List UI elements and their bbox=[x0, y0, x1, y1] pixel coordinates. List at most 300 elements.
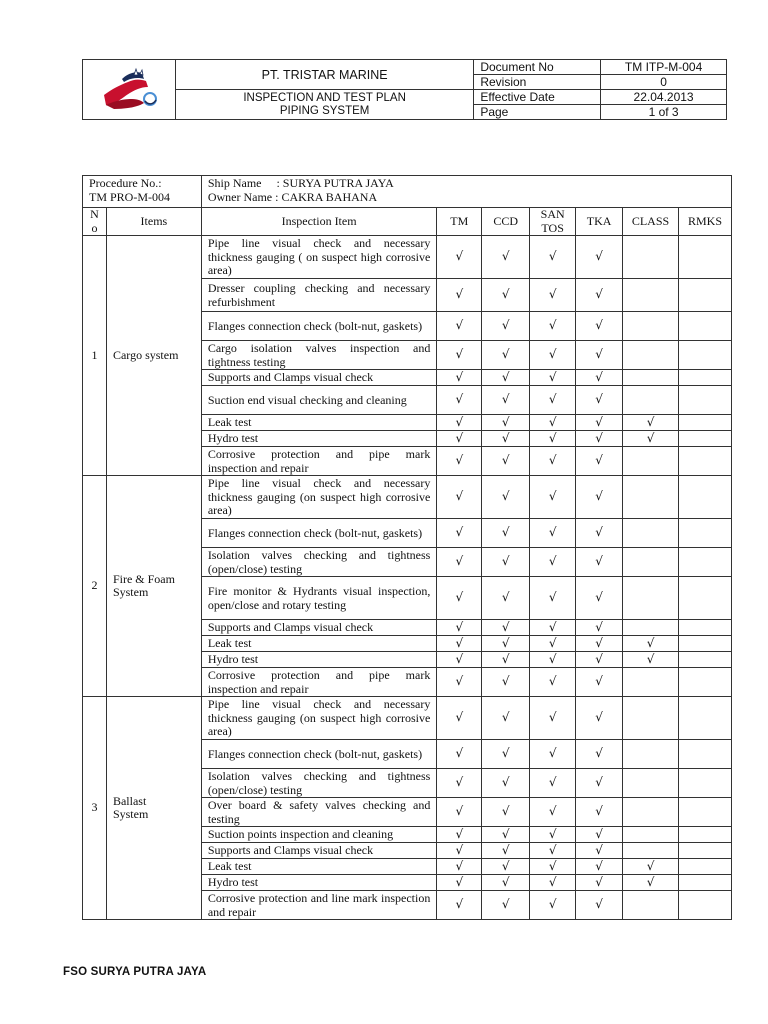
check-cell-class bbox=[623, 279, 679, 312]
inspection-item-text: Flanges connection check (bolt-nut, gaskets) bbox=[201, 519, 437, 548]
check-cell-class bbox=[623, 386, 679, 415]
check-mark-icon: √ bbox=[548, 897, 557, 912]
group-number: 3 bbox=[83, 697, 107, 920]
meta-value: 0 bbox=[601, 75, 727, 90]
check-cell-rmks bbox=[678, 875, 731, 891]
check-cell-tka bbox=[576, 875, 623, 891]
check-cell-class bbox=[623, 415, 679, 431]
check-mark-icon: √ bbox=[455, 804, 464, 819]
inspection-item-text: Over board & safety valves checking and testing bbox=[201, 798, 437, 827]
check-mark-icon: √ bbox=[501, 775, 510, 790]
check-mark-icon: √ bbox=[455, 430, 464, 445]
check-mark-icon: √ bbox=[501, 826, 510, 841]
check-mark-icon: √ bbox=[548, 590, 557, 605]
col-header-no bbox=[83, 208, 107, 236]
inspection-table bbox=[82, 175, 732, 920]
check-mark-icon: √ bbox=[455, 674, 464, 689]
check-mark-icon: √ bbox=[646, 651, 655, 666]
check-cell-ccd bbox=[482, 279, 530, 312]
check-cell-tka bbox=[576, 577, 623, 620]
check-mark-icon: √ bbox=[595, 635, 603, 650]
ship-logo-icon bbox=[98, 65, 160, 111]
check-cell-tm bbox=[437, 415, 482, 431]
check-mark-icon: √ bbox=[548, 746, 557, 761]
check-mark-icon: √ bbox=[595, 590, 603, 605]
inspection-item-text: Isolation valves checking and tightness (open/close) testing bbox=[201, 548, 437, 577]
check-mark-icon: √ bbox=[501, 369, 510, 384]
check-cell-ccd bbox=[482, 859, 530, 875]
check-cell-santos bbox=[530, 431, 576, 447]
check-cell-tka bbox=[576, 636, 623, 652]
check-mark-icon: √ bbox=[548, 858, 557, 873]
check-cell-rmks bbox=[678, 843, 731, 859]
check-cell-tka bbox=[576, 740, 623, 769]
check-cell-tm bbox=[437, 620, 482, 636]
check-mark-icon: √ bbox=[548, 453, 557, 468]
check-cell-tm bbox=[437, 236, 482, 279]
inspection-item-text: Pipe line visual check and necessary thickness gauging ( on suspect high corrosive area) bbox=[201, 236, 437, 279]
check-mark-icon: √ bbox=[595, 746, 603, 761]
check-cell-tka bbox=[576, 827, 623, 843]
check-cell-class bbox=[623, 827, 679, 843]
check-mark-icon: √ bbox=[455, 453, 464, 468]
title-line: INSPECTION AND TEST PLAN bbox=[243, 91, 406, 104]
check-cell-santos bbox=[530, 891, 576, 920]
check-mark-icon: √ bbox=[501, 619, 510, 634]
check-mark-icon: √ bbox=[548, 287, 557, 302]
check-mark-icon: √ bbox=[595, 858, 603, 873]
check-mark-icon: √ bbox=[455, 619, 464, 634]
col-header-santos-line: TOS bbox=[541, 220, 564, 235]
check-cell-rmks bbox=[678, 697, 731, 740]
group-item-line: System bbox=[112, 807, 149, 821]
inspection-item-text: Supports and Clamps visual check bbox=[201, 620, 437, 636]
check-mark-icon: √ bbox=[501, 635, 510, 650]
check-cell-class bbox=[623, 341, 679, 370]
check-cell-class bbox=[623, 577, 679, 620]
check-mark-icon: √ bbox=[646, 858, 655, 873]
check-cell-ccd bbox=[482, 668, 530, 697]
check-cell-tka bbox=[576, 431, 623, 447]
check-cell-tm bbox=[437, 386, 482, 415]
check-cell-class bbox=[623, 620, 679, 636]
check-cell-tka bbox=[576, 236, 623, 279]
col-header-class: CLASS bbox=[623, 208, 679, 236]
check-mark-icon: √ bbox=[548, 651, 557, 666]
check-mark-icon: √ bbox=[646, 874, 655, 889]
check-mark-icon: √ bbox=[548, 775, 557, 790]
check-mark-icon: √ bbox=[595, 318, 603, 333]
check-cell-rmks bbox=[678, 236, 731, 279]
check-mark-icon: √ bbox=[501, 347, 510, 362]
check-mark-icon: √ bbox=[455, 287, 464, 302]
check-cell-tm bbox=[437, 577, 482, 620]
check-cell-class bbox=[623, 891, 679, 920]
check-mark-icon: √ bbox=[595, 674, 603, 689]
check-mark-icon: √ bbox=[455, 249, 464, 264]
inspection-item-text: Corrosive protection and pipe mark inspection and repair bbox=[201, 668, 437, 697]
group-item-line: System bbox=[112, 585, 149, 599]
check-mark-icon: √ bbox=[548, 249, 557, 264]
col-header-inspection: Inspection Item bbox=[201, 208, 437, 236]
check-cell-class bbox=[623, 859, 679, 875]
check-cell-ccd bbox=[482, 447, 530, 476]
check-mark-icon: √ bbox=[595, 619, 603, 634]
check-cell-class bbox=[623, 668, 679, 697]
check-cell-tka bbox=[576, 519, 623, 548]
check-mark-icon: √ bbox=[501, 897, 510, 912]
check-mark-icon: √ bbox=[455, 318, 464, 333]
check-cell-tka bbox=[576, 769, 623, 798]
meta-label: Revision bbox=[474, 75, 601, 90]
check-cell-ccd bbox=[482, 652, 530, 668]
check-cell-class bbox=[623, 875, 679, 891]
check-mark-icon: √ bbox=[595, 525, 603, 540]
check-cell-tm bbox=[437, 341, 482, 370]
check-mark-icon: √ bbox=[595, 826, 603, 841]
check-cell-class bbox=[623, 447, 679, 476]
check-mark-icon: √ bbox=[548, 710, 557, 725]
inspection-item-text: Hydro test bbox=[201, 652, 437, 668]
check-cell-ccd bbox=[482, 476, 530, 519]
group-number: 2 bbox=[83, 476, 107, 697]
check-cell-santos bbox=[530, 859, 576, 875]
check-mark-icon: √ bbox=[455, 897, 464, 912]
check-mark-icon: √ bbox=[455, 392, 464, 407]
check-mark-icon: √ bbox=[548, 554, 557, 569]
inspection-item-text: Flanges connection check (bolt-nut, gaskets) bbox=[201, 740, 437, 769]
check-cell-rmks bbox=[678, 386, 731, 415]
check-mark-icon: √ bbox=[548, 842, 557, 857]
meta-value: 22.04.2013 bbox=[601, 90, 727, 105]
check-cell-santos bbox=[530, 476, 576, 519]
inspection-item-text: Flanges connection check (bolt-nut, gaskets) bbox=[201, 312, 437, 341]
check-mark-icon: √ bbox=[646, 414, 655, 429]
table-row bbox=[83, 697, 732, 740]
check-mark-icon: √ bbox=[548, 318, 557, 333]
group-item-name bbox=[106, 476, 201, 697]
check-cell-santos bbox=[530, 697, 576, 740]
check-mark-icon: √ bbox=[548, 525, 557, 540]
column-header-row bbox=[83, 208, 732, 236]
check-cell-ccd bbox=[482, 312, 530, 341]
check-mark-icon: √ bbox=[455, 525, 464, 540]
check-cell-rmks bbox=[678, 668, 731, 697]
check-mark-icon: √ bbox=[501, 392, 510, 407]
inspection-item-text: Isolation valves checking and tightness (open/close) testing bbox=[201, 769, 437, 798]
check-cell-class bbox=[623, 740, 679, 769]
check-mark-icon: √ bbox=[455, 826, 464, 841]
check-cell-ccd bbox=[482, 798, 530, 827]
check-cell-class bbox=[623, 312, 679, 341]
col-header-no-line: N bbox=[90, 207, 99, 221]
check-cell-santos bbox=[530, 447, 576, 476]
col-header-tm: TM bbox=[437, 208, 482, 236]
meta-label: Effective Date bbox=[474, 90, 601, 105]
check-mark-icon: √ bbox=[646, 635, 655, 650]
ship-name: Ship Name : SURYA PUTRA JAYA bbox=[207, 176, 394, 190]
check-cell-tm bbox=[437, 548, 482, 577]
check-cell-tka bbox=[576, 652, 623, 668]
inspection-item-text: Pipe line visual check and necessary thickness gauging (on suspect high corrosive area) bbox=[201, 476, 437, 519]
inspection-item-text: Corrosive protection and line mark inspection and repair bbox=[201, 891, 437, 920]
check-cell-rmks bbox=[678, 312, 731, 341]
check-mark-icon: √ bbox=[455, 369, 464, 384]
check-mark-icon: √ bbox=[548, 414, 557, 429]
check-cell-tka bbox=[576, 415, 623, 431]
ship-info bbox=[201, 176, 731, 208]
check-cell-rmks bbox=[678, 431, 731, 447]
check-mark-icon: √ bbox=[501, 858, 510, 873]
check-cell-rmks bbox=[678, 636, 731, 652]
check-cell-class bbox=[623, 798, 679, 827]
check-mark-icon: √ bbox=[501, 453, 510, 468]
check-mark-icon: √ bbox=[595, 453, 603, 468]
check-mark-icon: √ bbox=[548, 347, 557, 362]
check-mark-icon: √ bbox=[455, 590, 464, 605]
meta-value: 1 of 3 bbox=[601, 105, 727, 120]
procedure-number: TM PRO-M-004 bbox=[89, 189, 171, 204]
check-cell-ccd bbox=[482, 697, 530, 740]
check-mark-icon: √ bbox=[548, 430, 557, 445]
inspection-item-text: Supports and Clamps visual check bbox=[201, 370, 437, 386]
check-mark-icon: √ bbox=[595, 489, 603, 504]
inspection-item-text: Hydro test bbox=[201, 431, 437, 447]
check-mark-icon: √ bbox=[595, 804, 603, 819]
check-cell-santos bbox=[530, 386, 576, 415]
check-cell-class bbox=[623, 476, 679, 519]
check-cell-tm bbox=[437, 859, 482, 875]
check-cell-santos bbox=[530, 519, 576, 548]
check-cell-santos bbox=[530, 769, 576, 798]
check-cell-santos bbox=[530, 620, 576, 636]
check-cell-ccd bbox=[482, 341, 530, 370]
check-cell-tka bbox=[576, 620, 623, 636]
check-cell-santos bbox=[530, 668, 576, 697]
check-mark-icon: √ bbox=[501, 674, 510, 689]
check-cell-tka bbox=[576, 697, 623, 740]
check-mark-icon: √ bbox=[501, 430, 510, 445]
check-cell-santos bbox=[530, 279, 576, 312]
check-cell-tm bbox=[437, 697, 482, 740]
check-cell-rmks bbox=[678, 370, 731, 386]
check-mark-icon: √ bbox=[595, 710, 603, 725]
inspection-item-text: Suction end visual checking and cleaning bbox=[201, 386, 437, 415]
check-cell-ccd bbox=[482, 891, 530, 920]
check-cell-tka bbox=[576, 279, 623, 312]
check-mark-icon: √ bbox=[501, 318, 510, 333]
check-mark-icon: √ bbox=[595, 392, 603, 407]
check-cell-tm bbox=[437, 827, 482, 843]
company-logo bbox=[83, 60, 176, 120]
table-row bbox=[83, 476, 732, 519]
check-cell-tm bbox=[437, 370, 482, 386]
procedure-info bbox=[83, 176, 202, 208]
check-cell-rmks bbox=[678, 740, 731, 769]
check-mark-icon: √ bbox=[548, 635, 557, 650]
check-cell-santos bbox=[530, 236, 576, 279]
group-item-line: Fire & Foam bbox=[112, 571, 175, 586]
check-cell-rmks bbox=[678, 476, 731, 519]
check-mark-icon: √ bbox=[548, 489, 557, 504]
check-mark-icon: √ bbox=[548, 804, 557, 819]
check-cell-class bbox=[623, 652, 679, 668]
check-mark-icon: √ bbox=[455, 554, 464, 569]
inspection-item-text: Hydro test bbox=[201, 875, 437, 891]
check-cell-tka bbox=[576, 447, 623, 476]
check-cell-tm bbox=[437, 431, 482, 447]
check-cell-rmks bbox=[678, 577, 731, 620]
check-cell-ccd bbox=[482, 636, 530, 652]
check-cell-tka bbox=[576, 476, 623, 519]
check-cell-rmks bbox=[678, 341, 731, 370]
company-name: PT. TRISTAR MARINE bbox=[175, 60, 473, 90]
check-cell-rmks bbox=[678, 548, 731, 577]
check-mark-icon: √ bbox=[501, 590, 510, 605]
check-mark-icon: √ bbox=[646, 430, 655, 445]
check-cell-tka bbox=[576, 798, 623, 827]
group-item-line: Ballast bbox=[112, 793, 147, 808]
check-cell-ccd bbox=[482, 431, 530, 447]
group-item-name bbox=[106, 697, 201, 920]
check-cell-santos bbox=[530, 636, 576, 652]
check-cell-tka bbox=[576, 548, 623, 577]
group-number: 1 bbox=[83, 236, 107, 476]
check-mark-icon: √ bbox=[501, 651, 510, 666]
check-cell-santos bbox=[530, 548, 576, 577]
check-cell-class bbox=[623, 431, 679, 447]
check-mark-icon: √ bbox=[595, 249, 603, 264]
check-cell-class bbox=[623, 697, 679, 740]
check-cell-tka bbox=[576, 341, 623, 370]
owner-name: Owner Name : CAKRA BAHANA bbox=[207, 189, 378, 204]
check-mark-icon: √ bbox=[595, 414, 603, 429]
check-cell-tm bbox=[437, 843, 482, 859]
check-mark-icon: √ bbox=[548, 369, 557, 384]
check-cell-rmks bbox=[678, 415, 731, 431]
col-header-santos bbox=[530, 208, 576, 236]
group-item-line: Cargo system bbox=[112, 347, 179, 362]
check-cell-class bbox=[623, 636, 679, 652]
meta-label: Page bbox=[474, 105, 601, 120]
inspection-item-text: Leak test bbox=[201, 415, 437, 431]
check-cell-tm bbox=[437, 740, 482, 769]
inspection-item-text: Pipe line visual check and necessary thickness gauging (on suspect high corrosive area) bbox=[201, 697, 437, 740]
check-mark-icon: √ bbox=[595, 897, 603, 912]
check-cell-ccd bbox=[482, 620, 530, 636]
check-cell-santos bbox=[530, 875, 576, 891]
check-mark-icon: √ bbox=[501, 287, 510, 302]
check-mark-icon: √ bbox=[595, 430, 603, 445]
check-mark-icon: √ bbox=[548, 826, 557, 841]
check-mark-icon: √ bbox=[455, 746, 464, 761]
check-cell-santos bbox=[530, 577, 576, 620]
check-mark-icon: √ bbox=[548, 674, 557, 689]
group-item-name bbox=[106, 236, 201, 476]
inspection-item-text: Leak test bbox=[201, 636, 437, 652]
check-cell-tm bbox=[437, 652, 482, 668]
check-mark-icon: √ bbox=[548, 392, 557, 407]
check-cell-rmks bbox=[678, 652, 731, 668]
check-mark-icon: √ bbox=[501, 489, 510, 504]
table-row bbox=[83, 236, 732, 279]
check-cell-ccd bbox=[482, 875, 530, 891]
meta-label: Document No bbox=[474, 60, 601, 75]
check-cell-class bbox=[623, 548, 679, 577]
title-line: PIPING SYSTEM bbox=[279, 104, 370, 117]
check-cell-rmks bbox=[678, 447, 731, 476]
check-mark-icon: √ bbox=[455, 489, 464, 504]
check-cell-rmks bbox=[678, 859, 731, 875]
check-cell-tm bbox=[437, 447, 482, 476]
check-mark-icon: √ bbox=[455, 651, 464, 666]
check-cell-santos bbox=[530, 827, 576, 843]
check-cell-ccd bbox=[482, 386, 530, 415]
check-cell-ccd bbox=[482, 827, 530, 843]
check-cell-rmks bbox=[678, 620, 731, 636]
check-mark-icon: √ bbox=[501, 710, 510, 725]
check-mark-icon: √ bbox=[595, 874, 603, 889]
check-mark-icon: √ bbox=[501, 746, 510, 761]
check-cell-ccd bbox=[482, 769, 530, 798]
check-cell-ccd bbox=[482, 370, 530, 386]
col-header-items: Items bbox=[106, 208, 201, 236]
check-mark-icon: √ bbox=[595, 369, 603, 384]
check-cell-tm bbox=[437, 312, 482, 341]
check-mark-icon: √ bbox=[595, 287, 603, 302]
check-mark-icon: √ bbox=[455, 414, 464, 429]
check-mark-icon: √ bbox=[501, 554, 510, 569]
inspection-item-text: Leak test bbox=[201, 859, 437, 875]
check-mark-icon: √ bbox=[595, 554, 603, 569]
document-title bbox=[175, 90, 473, 120]
check-cell-tm bbox=[437, 798, 482, 827]
check-cell-santos bbox=[530, 740, 576, 769]
check-mark-icon: √ bbox=[501, 842, 510, 857]
check-cell-class bbox=[623, 236, 679, 279]
check-mark-icon: √ bbox=[595, 775, 603, 790]
check-cell-ccd bbox=[482, 843, 530, 859]
check-cell-tm bbox=[437, 476, 482, 519]
check-mark-icon: √ bbox=[501, 874, 510, 889]
check-mark-icon: √ bbox=[501, 525, 510, 540]
check-cell-rmks bbox=[678, 769, 731, 798]
footer-ship-name: FSO SURYA PUTRA JAYA bbox=[63, 966, 207, 978]
check-cell-class bbox=[623, 843, 679, 859]
check-cell-class bbox=[623, 370, 679, 386]
check-cell-tm bbox=[437, 519, 482, 548]
check-mark-icon: √ bbox=[501, 804, 510, 819]
check-cell-ccd bbox=[482, 577, 530, 620]
check-cell-ccd bbox=[482, 415, 530, 431]
check-cell-santos bbox=[530, 312, 576, 341]
check-cell-tka bbox=[576, 843, 623, 859]
check-cell-tka bbox=[576, 668, 623, 697]
check-cell-ccd bbox=[482, 236, 530, 279]
procedure-label: Procedure No.: bbox=[89, 176, 162, 190]
col-header-tka: TKA bbox=[576, 208, 623, 236]
col-header-ccd: CCD bbox=[482, 208, 530, 236]
check-mark-icon: √ bbox=[595, 651, 603, 666]
check-cell-ccd bbox=[482, 519, 530, 548]
check-mark-icon: √ bbox=[595, 347, 603, 362]
inspection-item-text: Supports and Clamps visual check bbox=[201, 843, 437, 859]
inspection-item-text: Fire monitor & Hydrants visual inspection, open/close and rotary testing bbox=[201, 577, 437, 620]
check-cell-santos bbox=[530, 843, 576, 859]
check-cell-rmks bbox=[678, 827, 731, 843]
check-mark-icon: √ bbox=[455, 775, 464, 790]
check-cell-rmks bbox=[678, 279, 731, 312]
